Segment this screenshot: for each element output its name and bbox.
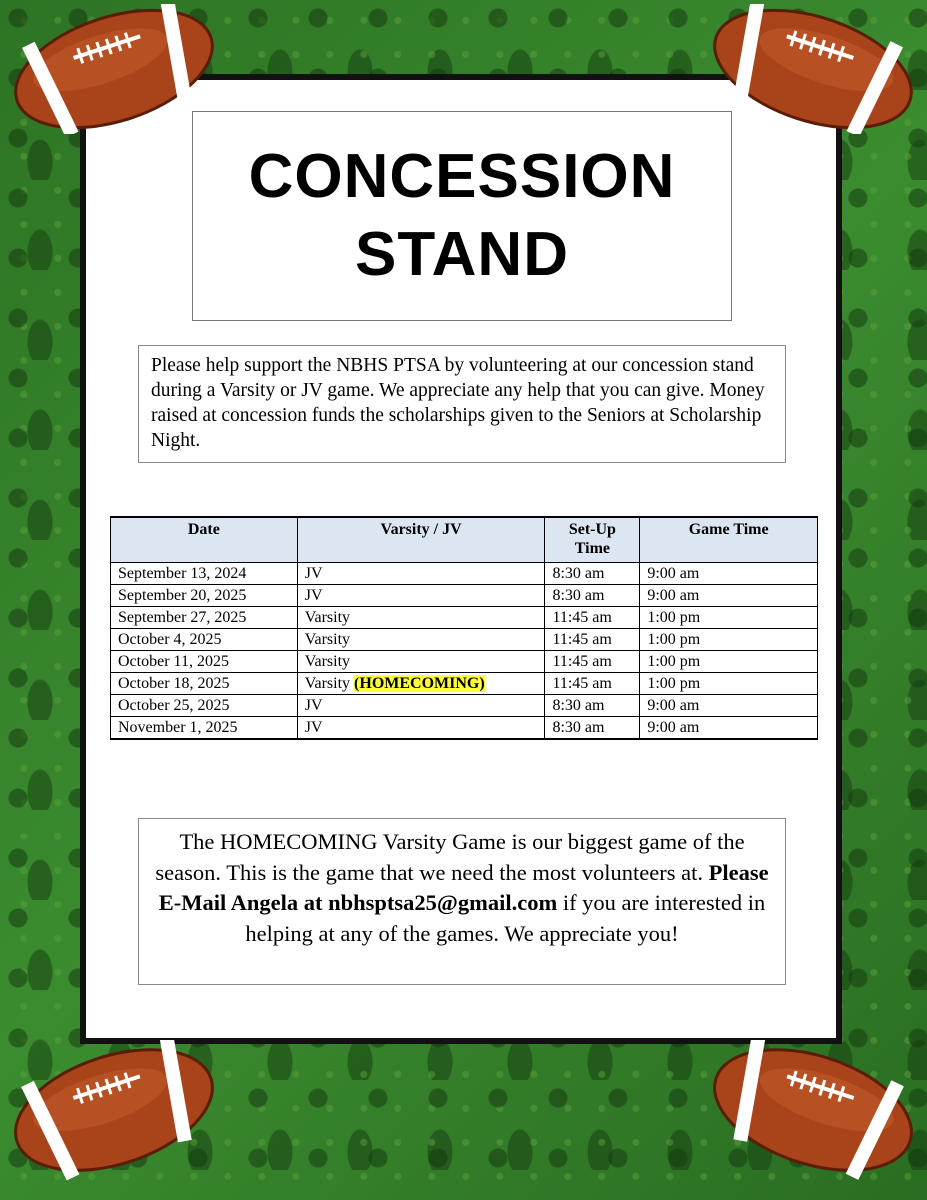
cell-date: October 18, 2025 — [111, 673, 298, 695]
cell-team — [297, 585, 545, 607]
title-line-2: STAND — [355, 220, 569, 289]
cell-setup-time: 8:30 am — [545, 585, 640, 607]
title-box — [192, 111, 732, 321]
cell-team — [297, 673, 545, 695]
cell-setup-time: 11:45 am — [545, 629, 640, 651]
title-line-1: CONCESSION — [248, 142, 676, 211]
table-row — [111, 607, 818, 629]
closing-message — [138, 818, 786, 985]
cell-game-time: 1:00 pm — [640, 673, 818, 695]
table-row — [111, 717, 818, 740]
cell-date: September 27, 2025 — [111, 607, 298, 629]
team-label: Varsity — [304, 674, 351, 692]
cell-setup-time: 11:45 am — [545, 607, 640, 629]
team-label: JV — [304, 696, 323, 714]
header-team: Varsity / JV — [297, 517, 545, 563]
cell-team — [297, 563, 545, 585]
closing-text-before: The HOMECOMING Varsity Game is our biggest game of the season. This is the game that we need the most volunteers at. — [155, 829, 745, 885]
table-row — [111, 673, 818, 695]
header-date: Date — [111, 517, 298, 563]
cell-date: September 20, 2025 — [111, 585, 298, 607]
closing-text-after: if you are interested in helping at any of the games. We appreciate you! — [245, 890, 766, 946]
cell-team — [297, 607, 545, 629]
header-game-time: Game Time — [640, 517, 818, 563]
table-row — [111, 585, 818, 607]
contact-email-text: Please E-Mail Angela at nbhsptsa25@gmail.com — [158, 859, 769, 915]
cell-date: October 25, 2025 — [111, 695, 298, 717]
table-row — [111, 629, 818, 651]
football-icon — [703, 1040, 923, 1180]
cell-setup-time: 11:45 am — [545, 651, 640, 673]
cell-game-time: 1:00 pm — [640, 607, 818, 629]
cell-game-time: 1:00 pm — [640, 629, 818, 651]
team-label: JV — [304, 564, 323, 582]
cell-setup-time: 8:30 am — [545, 695, 640, 717]
cell-team — [297, 651, 545, 673]
cell-setup-time: 11:45 am — [545, 673, 640, 695]
cell-team — [297, 717, 545, 740]
cell-game-time: 9:00 am — [640, 695, 818, 717]
team-label: Varsity — [304, 608, 351, 626]
intro-text: Please help support the NBHS PTSA by volunteering at our concession stand during a Varsity or JV game. We appreciate any help that you can give. Money raised at concession funds the scholarships given to the Seniors at Scholarship Night. — [138, 345, 786, 463]
table-row — [111, 563, 818, 585]
team-label: JV — [304, 586, 323, 604]
table-row — [111, 651, 818, 673]
cell-date: October 4, 2025 — [111, 629, 298, 651]
cell-game-time: 9:00 am — [640, 585, 818, 607]
cell-game-time: 9:00 am — [640, 717, 818, 740]
team-label: Varsity — [304, 630, 351, 648]
cell-setup-time: 8:30 am — [545, 717, 640, 740]
cell-date: September 13, 2024 — [111, 563, 298, 585]
homecoming-badge: (HOMECOMING) — [354, 674, 485, 692]
football-icon — [4, 4, 224, 134]
table-header-row — [111, 517, 818, 563]
football-icon — [4, 1040, 224, 1180]
cell-date: November 1, 2025 — [111, 717, 298, 740]
cell-setup-time: 8:30 am — [545, 563, 640, 585]
cell-team — [297, 629, 545, 651]
team-label: JV — [304, 718, 323, 736]
cell-date: October 11, 2025 — [111, 651, 298, 673]
table-row — [111, 695, 818, 717]
football-icon — [703, 4, 923, 134]
schedule-table — [110, 516, 818, 740]
schedule-body — [111, 563, 818, 740]
cell-game-time: 9:00 am — [640, 563, 818, 585]
cell-game-time: 1:00 pm — [640, 651, 818, 673]
header-setup-time: Set-Up Time — [545, 517, 640, 563]
cell-team — [297, 695, 545, 717]
team-label: Varsity — [304, 652, 351, 670]
